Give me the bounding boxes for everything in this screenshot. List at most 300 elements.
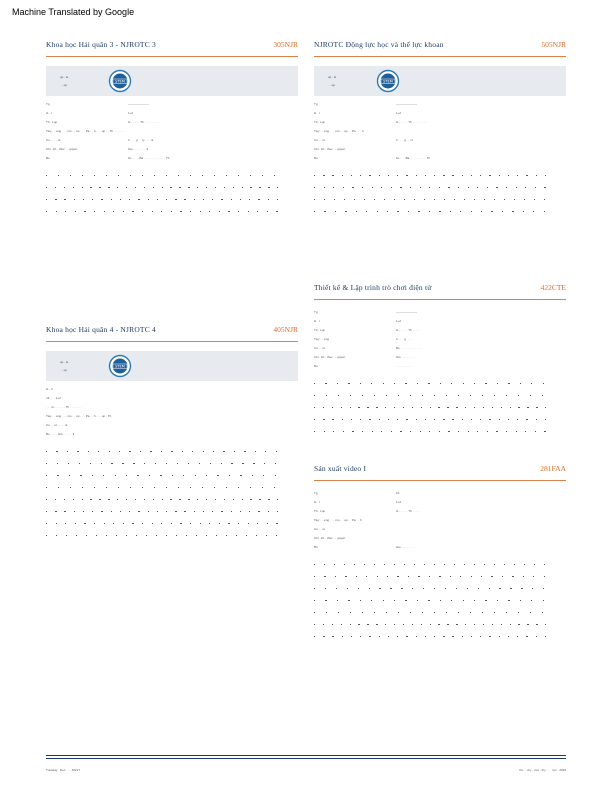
body-text-line [46, 471, 298, 483]
body-text-line [314, 403, 566, 415]
text-glyph-dot [146, 535, 147, 536]
text-glyph-dot [162, 187, 163, 188]
text-glyph-dot [136, 535, 137, 536]
text-glyph-dot [422, 395, 423, 396]
text-glyph-dot [240, 475, 241, 476]
detail-row [314, 525, 566, 534]
text-glyph-dot [514, 199, 515, 200]
text-glyph-dot [543, 600, 544, 601]
text-glyph-dot [350, 612, 351, 613]
course-section-s4 [314, 283, 566, 439]
text-glyph-dot [214, 487, 215, 488]
text-glyph-dot [210, 463, 211, 464]
text-glyph-dot [460, 211, 461, 212]
text-glyph-dot [252, 475, 253, 476]
text-glyph-dot [434, 419, 435, 420]
text-glyph-dot [179, 499, 180, 500]
text-glyph-dot [470, 395, 471, 396]
body-text-line [46, 459, 298, 471]
text-glyph-dot [250, 187, 251, 188]
text-glyph-dot [58, 487, 59, 488]
text-glyph-dot [474, 600, 475, 601]
text-glyph-dot [543, 588, 544, 589]
course-title: Thiết kế & Lập trình trò chơi điện tử [314, 283, 432, 292]
text-glyph-dot [166, 175, 167, 176]
detail-value: h · · · g · · ty · · · nt [128, 138, 154, 142]
body-text-line [314, 427, 566, 439]
stem-logo-icon [108, 69, 132, 93]
text-glyph-dot [166, 511, 167, 512]
detail-value: h · · · g · · nt [396, 138, 413, 142]
text-glyph-dot [126, 499, 127, 500]
text-glyph-dot [106, 487, 107, 488]
text-glyph-dot [504, 564, 505, 565]
body-text-line [314, 560, 566, 572]
text-glyph-dot [545, 175, 546, 176]
text-glyph-dot [482, 395, 483, 396]
text-glyph-dot [171, 523, 172, 524]
text-glyph-dot [360, 636, 361, 637]
text-glyph-dot [360, 175, 361, 176]
course-details [46, 100, 298, 219]
course-code: 281FAA [540, 464, 566, 473]
text-glyph-dot [82, 499, 83, 500]
text-glyph-dot [142, 211, 143, 212]
detail-key: Bo [314, 156, 318, 160]
text-glyph-dot [262, 175, 263, 176]
text-glyph-dot [337, 600, 338, 601]
text-glyph-dot [356, 211, 357, 212]
detail-key: Chi · kh · thuc · · quyen [46, 147, 78, 151]
text-glyph-dot [501, 407, 502, 408]
course-title: Khoa học Hải quân 3 - NJROTC 3 [46, 40, 156, 49]
text-glyph-dot [400, 187, 401, 188]
text-glyph-dot [439, 187, 440, 188]
text-glyph-dot [240, 511, 241, 512]
course-code: 305NJR [273, 40, 298, 49]
text-glyph-dot [496, 187, 497, 188]
text-glyph-dot [416, 636, 417, 637]
text-glyph-dot [90, 463, 91, 464]
text-glyph-dot [209, 523, 210, 524]
text-glyph-dot [506, 395, 507, 396]
text-glyph-dot [408, 576, 409, 577]
text-glyph-dot [369, 588, 370, 589]
text-glyph-dot [526, 636, 527, 637]
detail-key: Bo [314, 545, 318, 549]
body-text-line [46, 447, 298, 459]
stem-logo-icon [108, 354, 132, 378]
text-glyph-dot [56, 523, 57, 524]
text-glyph-dot [206, 475, 207, 476]
text-glyph-dot [126, 475, 127, 476]
detail-value: 10 [396, 491, 400, 495]
text-glyph-dot [46, 211, 47, 212]
stem-logo-icon [376, 69, 400, 93]
text-glyph-dot [397, 175, 398, 176]
text-glyph-dot [249, 199, 250, 200]
text-glyph-dot [133, 463, 134, 464]
detail-value: · · · · · · · · · [396, 364, 412, 368]
text-glyph-dot [499, 588, 500, 589]
text-glyph-dot [417, 600, 418, 601]
text-glyph-dot [489, 419, 490, 420]
text-glyph-dot [248, 523, 249, 524]
text-glyph-dot [405, 600, 406, 601]
course-header [314, 40, 566, 57]
detail-value: ——————— [128, 102, 149, 106]
text-glyph-dot [445, 588, 446, 589]
text-glyph-dot [381, 431, 382, 432]
text-glyph-dot [450, 211, 451, 212]
detail-key: Th · Lop [314, 328, 326, 332]
text-glyph-dot [483, 624, 484, 625]
text-glyph-dot [202, 487, 203, 488]
text-glyph-dot [126, 187, 127, 188]
detail-value: 1+2 [396, 500, 402, 504]
body-text-line [314, 608, 566, 620]
text-glyph-dot [451, 600, 452, 601]
detail-value: G · · · · · Th · · · · · · · · · [128, 120, 161, 124]
detail-value: G · · · · · Th · · · · · [396, 509, 421, 513]
text-glyph-dot [332, 419, 333, 420]
text-glyph-dot [536, 175, 537, 176]
text-glyph-dot [506, 187, 507, 188]
text-glyph-dot [471, 636, 472, 637]
text-glyph-dot [536, 407, 537, 408]
text-glyph-dot [462, 175, 463, 176]
text-glyph-dot [267, 211, 268, 212]
text-glyph-dot [206, 499, 207, 500]
text-glyph-dot [144, 187, 145, 188]
body-text-line [314, 391, 566, 403]
text-glyph-dot [489, 175, 490, 176]
text-glyph-dot [434, 175, 435, 176]
text-glyph-dot [452, 419, 453, 420]
text-glyph-dot [323, 636, 324, 637]
text-glyph-dot [119, 451, 120, 452]
detail-value: Gio · · · · · · · · [396, 545, 416, 549]
text-glyph-dot [276, 523, 277, 524]
text-glyph-dot [135, 499, 136, 500]
text-glyph-dot [314, 636, 315, 637]
text-glyph-dot [148, 511, 149, 512]
text-glyph-dot [314, 431, 315, 432]
text-glyph-dot [117, 187, 118, 188]
text-glyph-dot [209, 211, 210, 212]
text-glyph-dot [180, 523, 181, 524]
text-glyph-dot [111, 511, 112, 512]
text-glyph-dot [360, 600, 361, 601]
text-glyph-dot [494, 612, 495, 613]
text-glyph-dot [203, 451, 204, 452]
body-text-line [314, 632, 566, 644]
detail-key: Cu · · st [314, 346, 325, 350]
text-glyph-dot [374, 199, 375, 200]
detail-value: Gio · · · · · · · · [396, 355, 416, 359]
text-glyph-dot [410, 431, 411, 432]
text-glyph-dot [65, 523, 66, 524]
text-glyph-dot [544, 431, 545, 432]
text-glyph-dot [190, 487, 191, 488]
text-glyph-dot [184, 511, 185, 512]
text-glyph-dot [73, 187, 74, 188]
body-text-line [46, 171, 298, 183]
text-glyph-dot [75, 211, 76, 212]
detail-value: 1+2 [396, 319, 402, 323]
text-glyph-dot [323, 175, 324, 176]
text-glyph-dot [190, 211, 191, 212]
text-glyph-dot [463, 383, 464, 384]
text-glyph-dot [180, 211, 181, 212]
text-glyph-dot [377, 576, 378, 577]
text-glyph-dot [182, 451, 183, 452]
text-glyph-dot [325, 600, 326, 601]
text-glyph-dot [129, 511, 130, 512]
text-glyph-dot [387, 576, 388, 577]
text-glyph-dot [518, 407, 519, 408]
text-glyph-dot [314, 624, 315, 625]
text-glyph-dot [533, 576, 534, 577]
text-glyph-dot [250, 175, 251, 176]
detail-key: Tg [46, 102, 50, 106]
detail-row [46, 109, 298, 118]
text-glyph-dot [517, 175, 518, 176]
text-glyph-dot [111, 463, 112, 464]
text-glyph-dot [514, 564, 515, 565]
text-glyph-dot [491, 211, 492, 212]
text-glyph-dot [530, 395, 531, 396]
text-glyph-dot [238, 523, 239, 524]
text-glyph-dot [238, 211, 239, 212]
text-glyph-dot [113, 211, 114, 212]
text-glyph-dot [508, 419, 509, 420]
text-glyph-dot [434, 199, 435, 200]
text-glyph-dot [516, 431, 517, 432]
footer-rule [46, 755, 566, 756]
text-glyph-dot [325, 588, 326, 589]
detail-key: Tg [314, 491, 318, 495]
text-glyph-dot [171, 211, 172, 212]
course-details [314, 100, 566, 219]
body-text-line [314, 183, 566, 195]
text-glyph-dot [376, 407, 377, 408]
body-text-line [314, 171, 566, 183]
text-glyph-dot [506, 612, 507, 613]
text-glyph-dot [83, 511, 84, 512]
text-glyph-dot [369, 419, 370, 420]
text-glyph-dot [108, 499, 109, 500]
detail-row [314, 118, 566, 127]
text-glyph-dot [391, 431, 392, 432]
text-glyph-dot [480, 419, 481, 420]
text-glyph-dot [342, 175, 343, 176]
text-glyph-dot [75, 523, 76, 524]
text-glyph-dot [83, 199, 84, 200]
text-glyph-dot [46, 523, 47, 524]
text-glyph-dot [56, 451, 57, 452]
body-text-line [46, 495, 298, 507]
text-glyph-dot [234, 451, 235, 452]
text-glyph-dot [99, 187, 100, 188]
detail-value: bo · · · · Ba · · · · · · · · · · · · Th [128, 156, 170, 160]
text-glyph-dot [440, 600, 441, 601]
text-glyph-dot [434, 564, 435, 565]
info-band [46, 351, 298, 381]
text-glyph-dot [412, 407, 413, 408]
text-glyph-dot [257, 523, 258, 524]
text-glyph-dot [371, 600, 372, 601]
text-glyph-dot [123, 211, 124, 212]
text-glyph-dot [468, 187, 469, 188]
text-glyph-dot [521, 588, 522, 589]
detail-key: Bo · · · · Gio · · · · · 3 [46, 432, 75, 436]
text-glyph-dot [526, 175, 527, 176]
text-glyph-dot [474, 199, 475, 200]
text-glyph-dot [46, 463, 47, 464]
text-glyph-dot [452, 636, 453, 637]
text-glyph-dot [345, 576, 346, 577]
footer-rule [46, 758, 566, 759]
detail-row [46, 100, 298, 109]
text-glyph-dot [530, 612, 531, 613]
text-glyph-dot [101, 199, 102, 200]
text-glyph-dot [99, 499, 100, 500]
text-glyph-dot [334, 564, 335, 565]
detail-row [46, 118, 298, 127]
text-glyph-dot [398, 395, 399, 396]
detail-row [46, 154, 298, 163]
detail-key: Cu · · st · · · · nt [46, 423, 68, 427]
text-glyph-dot [238, 175, 239, 176]
detail-key: G · 3 [46, 387, 53, 391]
text-glyph-dot [314, 576, 315, 577]
svg-text:STEM: STEM [115, 364, 125, 369]
text-glyph-dot [324, 211, 325, 212]
text-glyph-dot [410, 395, 411, 396]
text-glyph-dot [366, 211, 367, 212]
text-glyph-dot [166, 199, 167, 200]
text-glyph-dot [394, 407, 395, 408]
text-glyph-dot [314, 383, 315, 384]
text-glyph-dot [46, 175, 47, 176]
text-glyph-dot [483, 407, 484, 408]
text-glyph-dot [480, 636, 481, 637]
text-glyph-dot [360, 383, 361, 384]
text-glyph-dot [188, 463, 189, 464]
text-glyph-dot [56, 211, 57, 212]
text-glyph-dot [416, 175, 417, 176]
detail-key: Cu · · st [314, 527, 325, 531]
body-text-line [46, 207, 298, 219]
detail-row [314, 516, 566, 525]
text-glyph-dot [414, 199, 415, 200]
text-glyph-dot [341, 407, 342, 408]
info-band [46, 66, 298, 96]
detail-value: ——————— [396, 102, 417, 106]
text-glyph-dot [337, 383, 338, 384]
detail-row [314, 507, 566, 516]
text-glyph-dot [440, 383, 441, 384]
text-glyph-dot [384, 564, 385, 565]
text-glyph-dot [314, 187, 315, 188]
text-glyph-dot [221, 199, 222, 200]
text-glyph-dot [92, 199, 93, 200]
text-glyph-dot [465, 624, 466, 625]
text-glyph-dot [456, 624, 457, 625]
text-glyph-dot [226, 487, 227, 488]
text-glyph-dot [202, 175, 203, 176]
text-glyph-dot [536, 419, 537, 420]
text-glyph-dot [274, 175, 275, 176]
text-glyph-dot [428, 383, 429, 384]
text-glyph-dot [510, 624, 511, 625]
text-glyph-dot [219, 211, 220, 212]
text-glyph-dot [379, 419, 380, 420]
text-glyph-dot [516, 187, 517, 188]
band-line-2: · · op [328, 83, 336, 87]
text-glyph-dot [388, 419, 389, 420]
text-glyph-dot [138, 199, 139, 200]
text-glyph-dot [324, 199, 325, 200]
text-glyph-dot [499, 636, 500, 637]
text-glyph-dot [350, 395, 351, 396]
text-glyph-dot [140, 451, 141, 452]
text-glyph-dot [448, 431, 449, 432]
text-glyph-dot [236, 535, 237, 536]
text-glyph-dot [274, 487, 275, 488]
text-glyph-dot [518, 612, 519, 613]
detail-key: Th · Lop [314, 509, 326, 513]
text-glyph-dot [277, 499, 278, 500]
detail-key: Tiey · · eng [314, 337, 330, 341]
text-glyph-dot [132, 211, 133, 212]
text-glyph-dot [55, 199, 56, 200]
text-glyph-dot [334, 199, 335, 200]
text-glyph-dot [332, 407, 333, 408]
text-glyph-dot [161, 523, 162, 524]
text-glyph-dot [471, 211, 472, 212]
text-glyph-dot [482, 612, 483, 613]
detail-row [314, 100, 566, 109]
text-glyph-dot [542, 395, 543, 396]
text-glyph-dot [527, 407, 528, 408]
text-glyph-dot [410, 187, 411, 188]
text-glyph-dot [242, 499, 243, 500]
text-glyph-dot [468, 431, 469, 432]
text-glyph-dot [314, 407, 315, 408]
text-glyph-dot [46, 499, 47, 500]
text-glyph-dot [351, 419, 352, 420]
text-glyph-dot [157, 199, 158, 200]
text-glyph-dot [438, 624, 439, 625]
text-glyph-dot [470, 612, 471, 613]
text-glyph-dot [98, 451, 99, 452]
text-glyph-dot [451, 383, 452, 384]
text-glyph-dot [94, 487, 95, 488]
text-glyph-dot [502, 211, 503, 212]
text-glyph-dot [314, 600, 315, 601]
text-glyph-dot [414, 564, 415, 565]
body-text-line [46, 519, 298, 531]
text-glyph-dot [518, 624, 519, 625]
text-glyph-dot [369, 636, 370, 637]
text-glyph-dot [197, 499, 198, 500]
text-glyph-dot [314, 612, 315, 613]
info-band [314, 66, 566, 96]
text-glyph-dot [268, 499, 269, 500]
text-glyph-dot [383, 600, 384, 601]
